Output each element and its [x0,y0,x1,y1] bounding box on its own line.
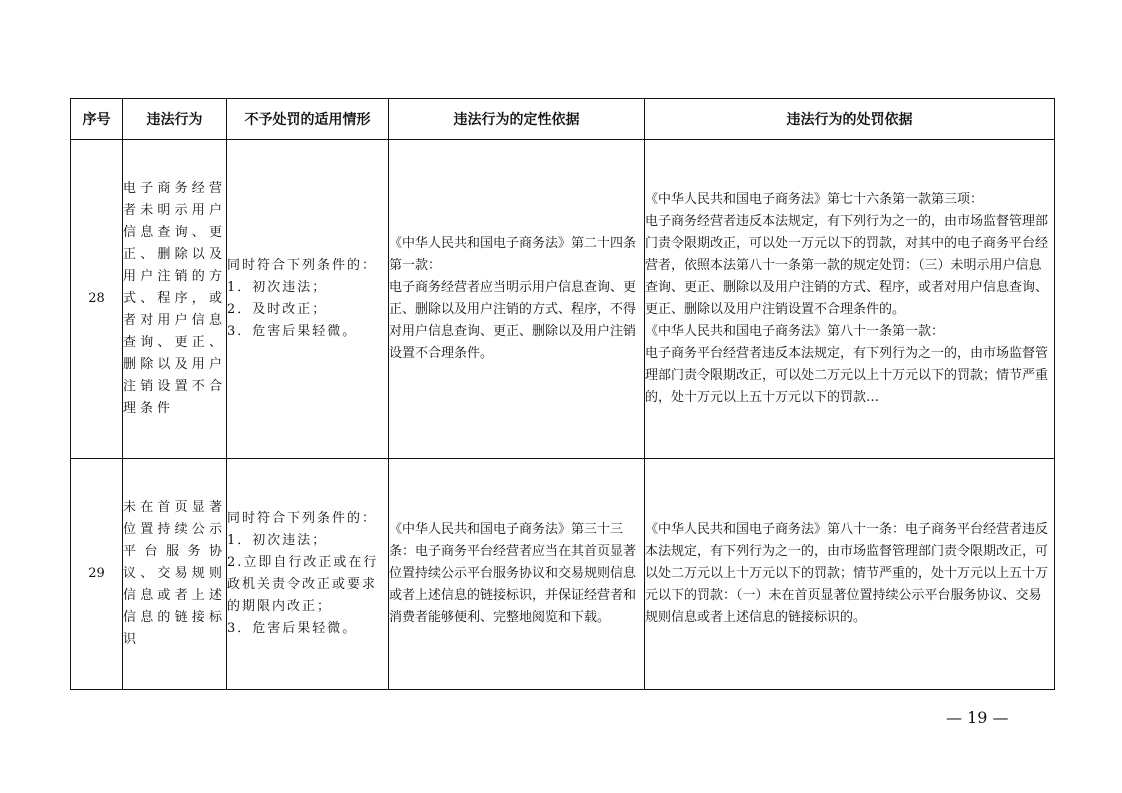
header-penalty-basis: 违法行为的处罚依据 [645,99,1055,140]
table-row [71,140,1055,459]
row-number: 29 [71,459,123,690]
exemption-text: 同时符合下列条件的： 1．初次违法； 2．及时改正； 3．危害后果轻微。 [227,258,378,339]
header-no: 序号 [71,99,123,140]
violation-text: 未在首页显著位置持续公示平台服务协议、交易规则信息或者上述信息的链接标识 [123,500,226,647]
penalty-basis-text: 《中华人民共和国电子商务法》第八十一条：电子商务平台经营者违反本法规定，有下列行为之一的，由市场监督管理部门责令限期改正，可以处二万元以上十万元以下的罚款；情节严重的，处十万元以上五十万元以下的罚款：（一）未在首页显著位置持续公示平台服务协议、交易规则信息或者上述信息的链接标识的。 [645,522,1049,625]
legal-basis-cell [389,140,645,459]
exemption-cell [227,459,389,690]
violation-text: 电子商务经营者未明示用户信息查询、更正、删除以及用户注销的方式、程序，或者对用户信息查询、更正、删除以及用户注销设置不合理条件 [123,181,226,416]
violation-cell [123,459,227,690]
regulation-table [70,98,1055,690]
exemption-text: 同时符合下列条件的： 1．初次违法； 2.立即自行改正或在行政机关责令改正或要求的期限内改正； 3．危害后果轻微。 [227,511,379,636]
legal-basis-text: 《中华人民共和国电子商务法》第三十三条：电子商务平台经营者应当在其首页显著位置持续公示平台服务协议和交易规则信息或者上述信息的链接标识，并保证经营者和消费者能够便利、完整地阅览和下载。 [389,522,637,625]
table-header-row [71,99,1055,140]
table-row [71,459,1055,690]
penalty-basis-cell [645,140,1055,459]
legal-basis-cell [389,459,645,690]
row-number: 28 [71,140,123,459]
header-exemption: 不予处罚的适用情形 [227,99,389,140]
violation-cell [123,140,227,459]
page-number: — 19 — [946,708,1009,727]
penalty-basis-cell [645,459,1055,690]
header-violation: 违法行为 [123,99,227,140]
exemption-cell [227,140,389,459]
penalty-basis-text: 《中华人民共和国电子商务法》第七十六条第一款第三项： 电子商务经营者违反本法规定，有下列行为之一的，由市场监督管理部门责令限期改正，可以处一万元以下的罚款，对其中的电子商务平台经营者，依照本法第八十一条第一款的规定处罚：（三）未明示用户信息查询、更正、删除以及用户注销的方式、程序，或者对用户信息查询、更正、删除以及用户注销设置不合理条件的。 《中华人民共和国电子商务法》第八十一条第一款： 电子商务平台经营者违反本法规定，有下列行为之一的，由市场监督管理部门责令限期改正，可以处二万元以上十万元以下的罚款；情节严重的，处十万元以上五十万元以下的罚款… [645,192,1049,405]
header-legal-basis: 违法行为的定性依据 [389,99,645,140]
legal-basis-text: 《中华人民共和国电子商务法》第二十四条第一款： 电子商务经营者应当明示用户信息查询、更正、删除以及用户注销的方式、程序，不得对用户信息查询、更正、删除以及用户注销设置不合理条件。 [389,236,637,361]
